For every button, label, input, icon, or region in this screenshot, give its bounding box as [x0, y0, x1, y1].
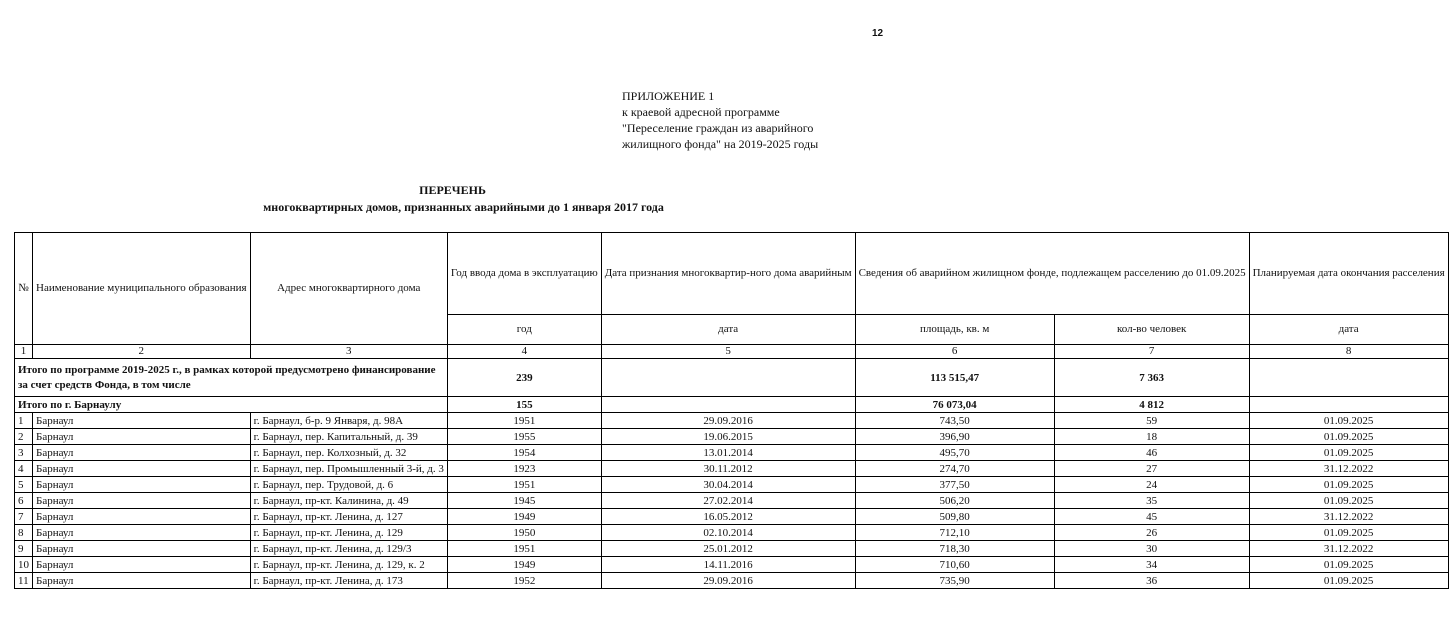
row-number: 5: [15, 477, 33, 493]
row-area: 377,50: [855, 477, 1054, 493]
document-subtitle: многоквартирных домов, признанных аварийными до 1 января 2017 года: [263, 200, 664, 214]
row-address: г. Барнаул, пер. Капитальный, д. 39: [250, 429, 447, 445]
row-recognition-date: 29.09.2016: [601, 573, 855, 589]
row-municipality: Барнаул: [33, 413, 251, 429]
appendix-note: [622, 88, 892, 152]
row-planned-date: 01.09.2025: [1249, 557, 1448, 573]
row-people: 18: [1054, 429, 1249, 445]
row-municipality: Барнаул: [33, 525, 251, 541]
subheader-planned: дата: [1249, 315, 1448, 345]
row-year-built: 1955: [447, 429, 601, 445]
row-planned-date: 01.09.2025: [1249, 573, 1448, 589]
header-planned-date: Планируемая дата окончания расселения: [1249, 233, 1448, 315]
header-municipality: Наименование муниципального образования: [33, 233, 251, 345]
column-number: 2: [33, 345, 251, 359]
row-address: г. Барнаул, пр-кт. Ленина, д. 127: [250, 509, 447, 525]
header-emergency-info: Сведения об аварийном жилищном фонде, подлежащем расселению до 01.09.2025: [855, 233, 1249, 315]
row-area: 735,90: [855, 573, 1054, 589]
row-number: 10: [15, 557, 33, 573]
row-area: 506,20: [855, 493, 1054, 509]
row-year-built: 1951: [447, 413, 601, 429]
city-total-planned: [1249, 397, 1448, 413]
row-address: г. Барнаул, пер. Колхозный, д. 32: [250, 445, 447, 461]
row-area: 718,30: [855, 541, 1054, 557]
column-number: 8: [1249, 345, 1448, 359]
row-year-built: 1954: [447, 445, 601, 461]
table-row: [15, 413, 1449, 429]
row-recognition-date: 30.04.2014: [601, 477, 855, 493]
row-address: г. Барнаул, пр-кт. Ленина, д. 129/3: [250, 541, 447, 557]
row-recognition-date: 16.05.2012: [601, 509, 855, 525]
row-people: 35: [1054, 493, 1249, 509]
row-address: г. Барнаул, пр-кт. Калинина, д. 49: [250, 493, 447, 509]
column-number-row: [15, 345, 1449, 359]
row-address: г. Барнаул, пр-кт. Ленина, д. 129: [250, 525, 447, 541]
row-year-built: 1949: [447, 557, 601, 573]
appendix-line-4: жилищного фонда" на 2019-2025 годы: [622, 137, 819, 151]
table-row: [15, 573, 1449, 589]
row-address: г. Барнаул, пер. Трудовой, д. 6: [250, 477, 447, 493]
row-area: 495,70: [855, 445, 1054, 461]
header-num: №: [15, 233, 33, 345]
row-number: 4: [15, 461, 33, 477]
subheader-people: кол-во человек: [1054, 315, 1249, 345]
row-planned-date: 31.12.2022: [1249, 541, 1448, 557]
column-number: 4: [447, 345, 601, 359]
row-planned-date: 01.09.2025: [1249, 525, 1448, 541]
row-people: 30: [1054, 541, 1249, 557]
table-row: [15, 525, 1449, 541]
row-municipality: Барнаул: [33, 493, 251, 509]
row-number: 11: [15, 573, 33, 589]
row-municipality: Барнаул: [33, 445, 251, 461]
row-address: г. Барнаул, пер. Промышленный 3-й, д. 3: [250, 461, 447, 477]
row-recognition-date: 19.06.2015: [601, 429, 855, 445]
table-row: [15, 445, 1449, 461]
row-area: 274,70: [855, 461, 1054, 477]
row-area: 710,60: [855, 557, 1054, 573]
row-planned-date: 31.12.2022: [1249, 461, 1448, 477]
program-total-date: [601, 359, 855, 397]
row-people: 46: [1054, 445, 1249, 461]
column-number: 6: [855, 345, 1054, 359]
row-planned-date: 01.09.2025: [1249, 477, 1448, 493]
table-row: [15, 429, 1449, 445]
program-total-label: Итого по программе 2019-2025 г., в рамках которой предусмотрено финансирование за счет средств Фонда, в том числе: [15, 359, 448, 397]
row-recognition-date: 14.11.2016: [601, 557, 855, 573]
table-row: [15, 557, 1449, 573]
program-total-people: 7 363: [1054, 359, 1249, 397]
row-municipality: Барнаул: [33, 541, 251, 557]
row-address: г. Барнаул, б-р. 9 Января, д. 98А: [250, 413, 447, 429]
row-people: 36: [1054, 573, 1249, 589]
row-number: 7: [15, 509, 33, 525]
registry-table: [14, 232, 1449, 589]
column-number: 1: [15, 345, 33, 359]
row-year-built: 1952: [447, 573, 601, 589]
row-recognition-date: 13.01.2014: [601, 445, 855, 461]
row-people: 45: [1054, 509, 1249, 525]
row-number: 2: [15, 429, 33, 445]
row-planned-date: 01.09.2025: [1249, 429, 1448, 445]
row-year-built: 1923: [447, 461, 601, 477]
city-total-label: Итого по г. Барнаулу: [15, 397, 448, 413]
row-recognition-date: 30.11.2012: [601, 461, 855, 477]
city-total-area: 76 073,04: [855, 397, 1054, 413]
row-year-built: 1945: [447, 493, 601, 509]
row-year-built: 1951: [447, 477, 601, 493]
table-row: [15, 477, 1449, 493]
row-planned-date: 01.09.2025: [1249, 413, 1448, 429]
table-row: [15, 541, 1449, 557]
row-planned-date: 01.09.2025: [1249, 445, 1448, 461]
row-municipality: Барнаул: [33, 557, 251, 573]
subheader-area: площадь, кв. м: [855, 315, 1054, 345]
row-municipality: Барнаул: [33, 429, 251, 445]
appendix-line-2: к краевой адресной программе: [622, 105, 780, 119]
program-total-area: 113 515,47: [855, 359, 1054, 397]
row-number: 1: [15, 413, 33, 429]
row-people: 34: [1054, 557, 1249, 573]
row-people: 24: [1054, 477, 1249, 493]
row-area: 743,50: [855, 413, 1054, 429]
city-total-date: [601, 397, 855, 413]
row-number: 3: [15, 445, 33, 461]
program-total-row: [15, 359, 1449, 397]
header-row: [15, 233, 1449, 315]
subheader-year: год: [447, 315, 601, 345]
document-title: ПЕРЕЧЕНЬ: [419, 183, 486, 197]
row-planned-date: 01.09.2025: [1249, 493, 1448, 509]
header-year-built: Год ввода дома в эксплуатацию: [447, 233, 601, 315]
program-total-planned: [1249, 359, 1448, 397]
row-address: г. Барнаул, пр-кт. Ленина, д. 173: [250, 573, 447, 589]
row-recognition-date: 25.01.2012: [601, 541, 855, 557]
city-total-houses: 155: [447, 397, 601, 413]
appendix-line-1: ПРИЛОЖЕНИЕ 1: [622, 89, 715, 103]
row-municipality: Барнаул: [33, 461, 251, 477]
program-total-houses: 239: [447, 359, 601, 397]
row-year-built: 1950: [447, 525, 601, 541]
row-year-built: 1951: [447, 541, 601, 557]
table-row: [15, 509, 1449, 525]
column-number: 7: [1054, 345, 1249, 359]
row-number: 8: [15, 525, 33, 541]
row-people: 27: [1054, 461, 1249, 477]
row-people: 59: [1054, 413, 1249, 429]
row-area: 712,10: [855, 525, 1054, 541]
subheader-date: дата: [601, 315, 855, 345]
appendix-line-3: "Переселение граждан из аварийного: [622, 121, 814, 135]
row-municipality: Барнаул: [33, 477, 251, 493]
header-address: Адрес многоквартирного дома: [250, 233, 447, 345]
page-number: 12: [872, 28, 884, 39]
header-recognition-date: Дата признания многоквартир-ного дома аварийным: [601, 233, 855, 315]
row-municipality: Барнаул: [33, 509, 251, 525]
city-total-people: 4 812: [1054, 397, 1249, 413]
row-recognition-date: 29.09.2016: [601, 413, 855, 429]
city-total-row: [15, 397, 1449, 413]
row-address: г. Барнаул, пр-кт. Ленина, д. 129, к. 2: [250, 557, 447, 573]
row-people: 26: [1054, 525, 1249, 541]
column-number: 5: [601, 345, 855, 359]
table-row: [15, 461, 1449, 477]
column-number: 3: [250, 345, 447, 359]
row-municipality: Барнаул: [33, 573, 251, 589]
row-recognition-date: 27.02.2014: [601, 493, 855, 509]
row-planned-date: 31.12.2022: [1249, 509, 1448, 525]
row-number: 6: [15, 493, 33, 509]
row-number: 9: [15, 541, 33, 557]
row-recognition-date: 02.10.2014: [601, 525, 855, 541]
row-year-built: 1949: [447, 509, 601, 525]
row-area: 509,80: [855, 509, 1054, 525]
row-area: 396,90: [855, 429, 1054, 445]
table-row: [15, 493, 1449, 509]
